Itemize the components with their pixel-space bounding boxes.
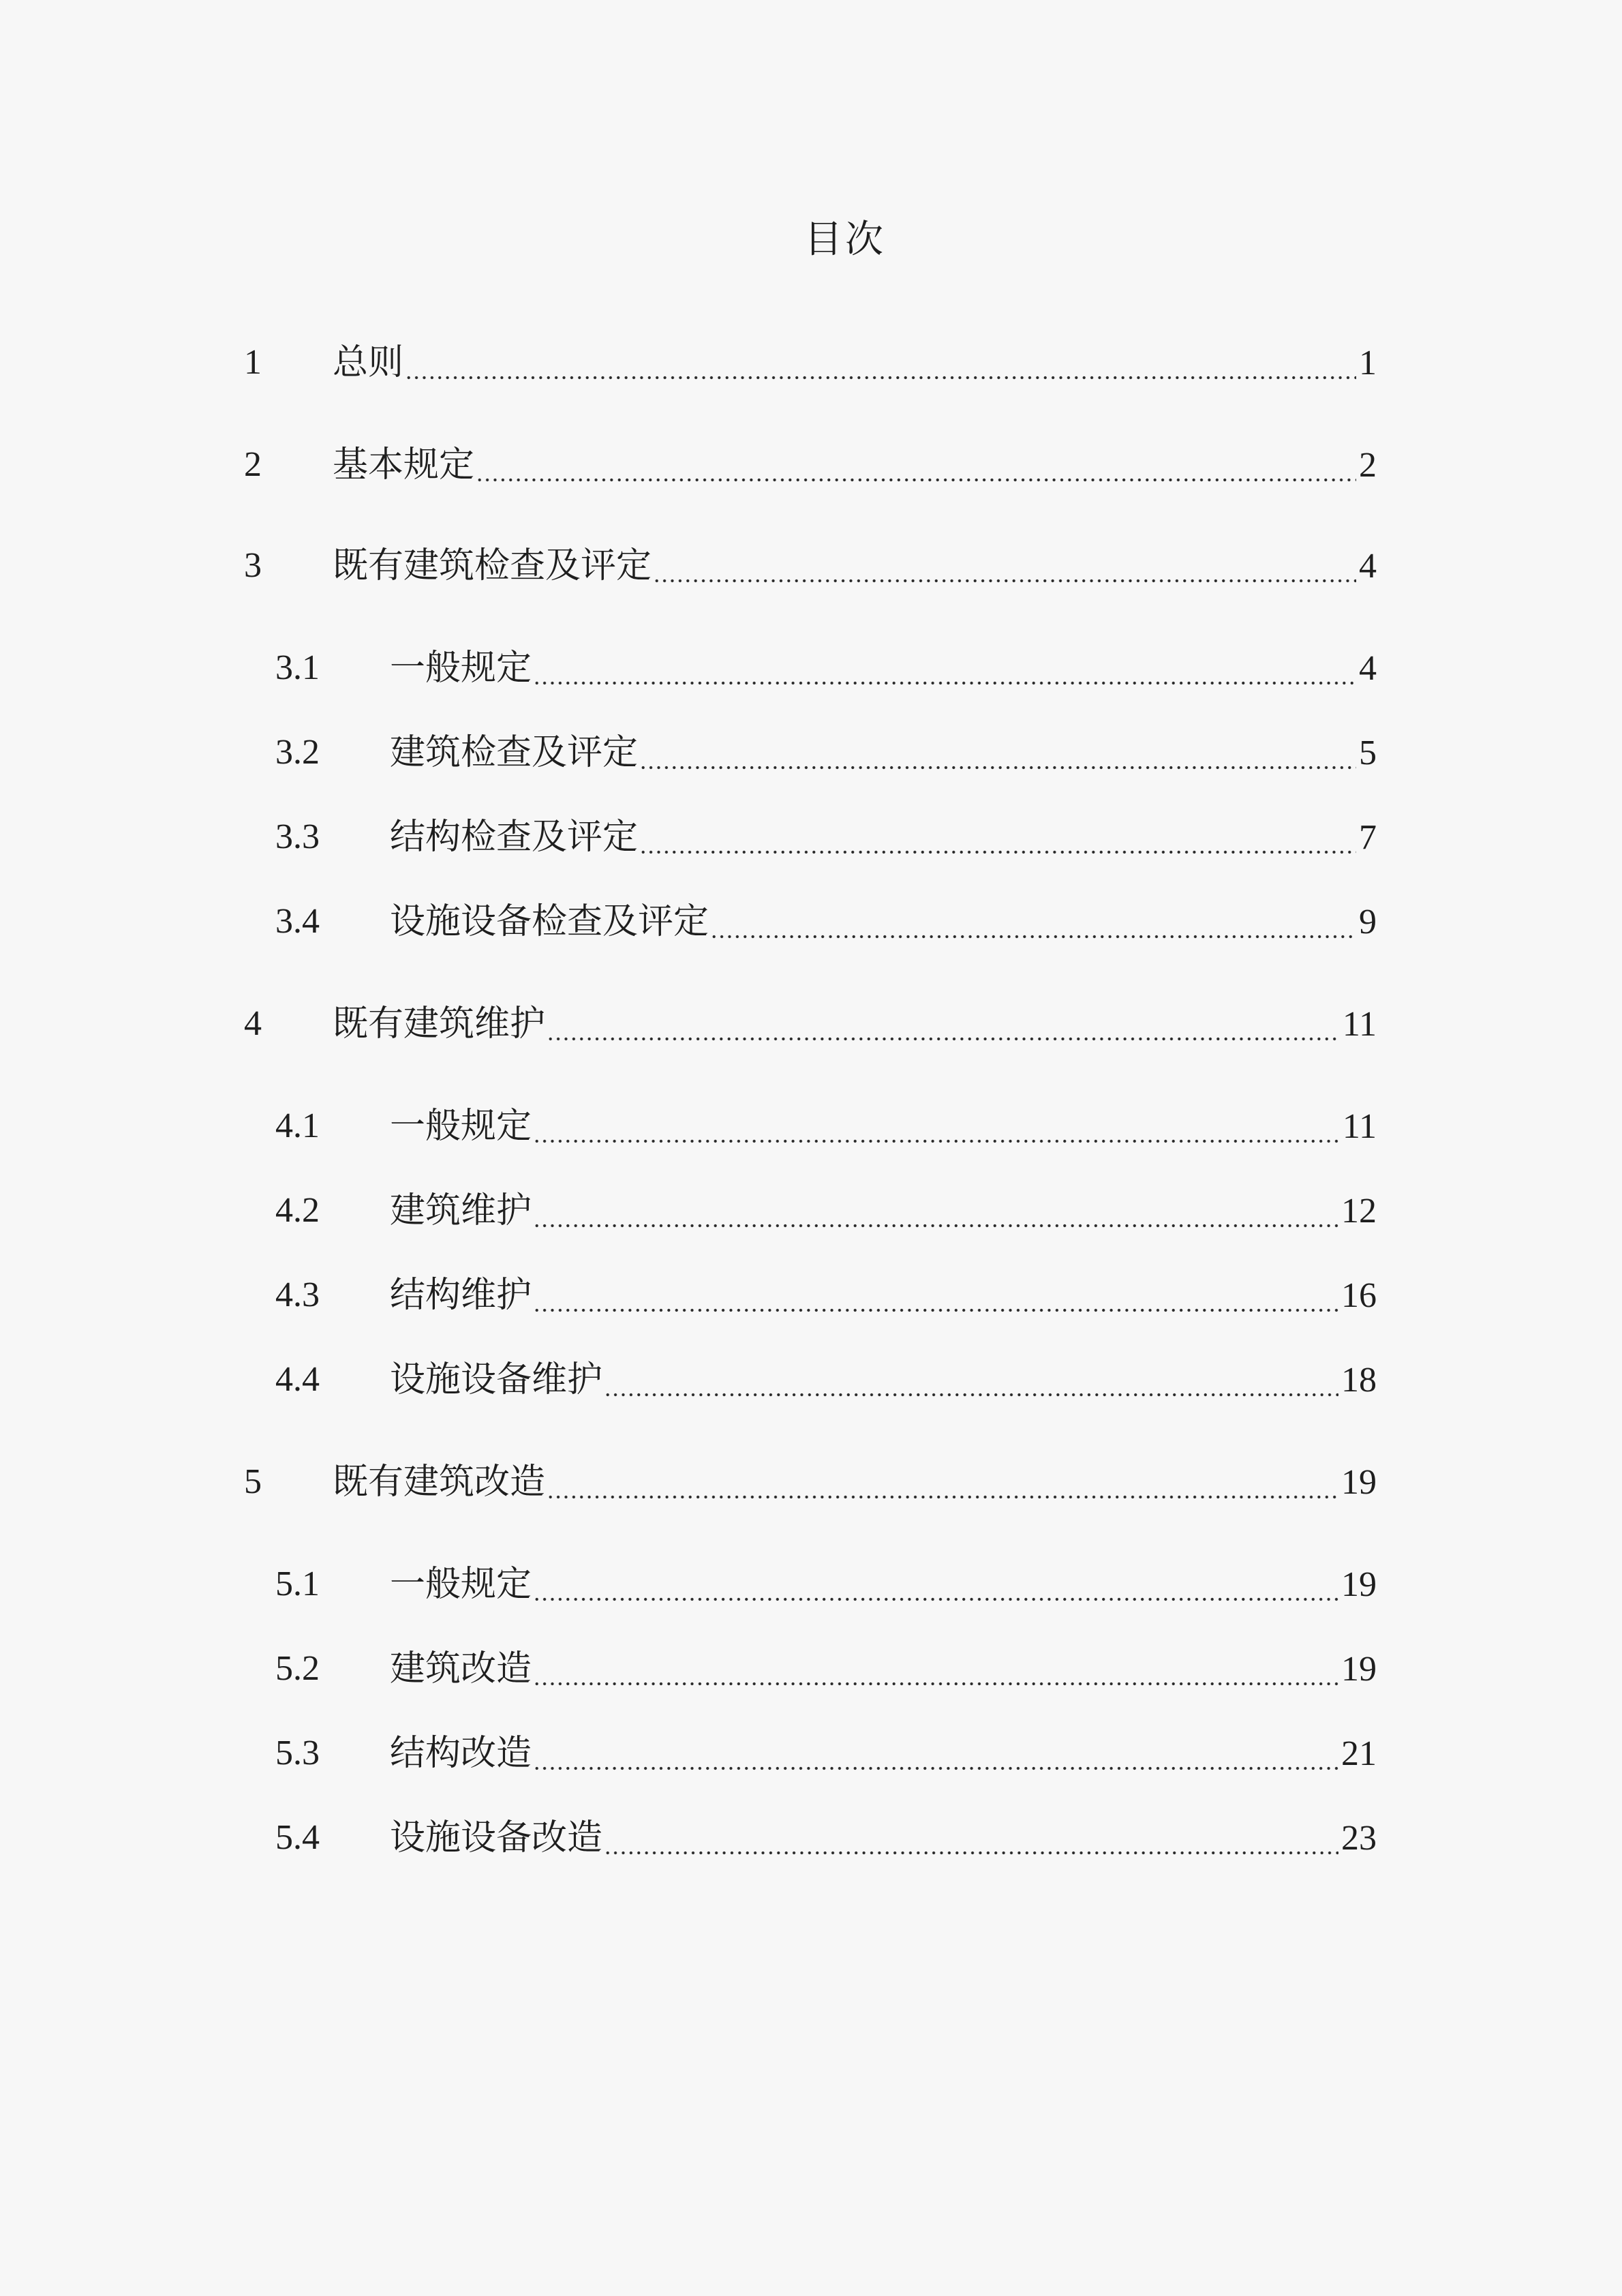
page-title: 目次 (804, 217, 886, 262)
toc-entry-page: 11 (1342, 1005, 1377, 1044)
toc-entry-3-2[interactable] (275, 725, 1377, 780)
toc-entry-page: 4 (1359, 547, 1377, 586)
toc-entry-page: 19 (1341, 1463, 1377, 1502)
toc-entry-number: 3.3 (275, 817, 320, 856)
dot-leader (533, 1183, 1338, 1238)
toc-entry-number: 5.3 (275, 1734, 320, 1772)
toc-entry-4-3[interactable] (275, 1268, 1377, 1323)
dot-leader (533, 1642, 1338, 1696)
dot-leader (604, 1353, 1338, 1407)
toc-entry-4-1[interactable] (275, 1099, 1377, 1153)
toc-entry-number: 3.2 (275, 733, 320, 772)
toc-entry-title: 设施设备维护 (390, 1359, 603, 1400)
toc-entry-page: 12 (1341, 1192, 1377, 1230)
toc-entry-number: 3.4 (275, 902, 320, 941)
dot-leader (604, 1811, 1338, 1865)
toc-entry-number: 3.1 (275, 648, 320, 687)
toc-entry-title: 既有建筑维护 (333, 1003, 546, 1044)
dot-leader (533, 1557, 1338, 1612)
toc-entry-page: 11 (1342, 1107, 1377, 1146)
toc-entry-3-3[interactable] (275, 810, 1377, 864)
toc-entry-page: 23 (1341, 1819, 1377, 1858)
toc-entry-page: 5 (1359, 734, 1377, 772)
toc-entry-page: 18 (1341, 1361, 1377, 1400)
toc-entry-number: 3 (244, 546, 262, 585)
toc-entry-2[interactable] (244, 438, 1377, 492)
dot-leader (533, 1726, 1338, 1781)
toc-entry-5[interactable] (244, 1455, 1377, 1509)
toc-entry-number: 5.1 (275, 1565, 320, 1603)
toc-entry-4-2[interactable] (275, 1183, 1377, 1238)
toc-entry-page: 2 (1359, 446, 1377, 485)
dot-leader (533, 641, 1356, 695)
toc-entry-number: 4 (244, 1004, 262, 1043)
toc-entry-4[interactable] (244, 997, 1377, 1051)
toc-entry-number: 2 (244, 445, 262, 484)
toc-entry-title: 一般规定 (390, 1106, 532, 1147)
toc-entry-page: 4 (1359, 649, 1377, 688)
dot-leader (653, 539, 1356, 593)
dot-leader (405, 335, 1356, 390)
dot-leader (547, 997, 1340, 1051)
toc-entry-page: 21 (1341, 1734, 1377, 1773)
toc-entry-number: 5 (244, 1462, 262, 1501)
toc-entry-title: 建筑改造 (390, 1648, 532, 1689)
toc-entry-5-2[interactable] (275, 1642, 1377, 1696)
toc-entry-title: 总则 (333, 342, 404, 383)
toc-entry-number: 4.1 (275, 1106, 320, 1145)
toc-entry-3[interactable] (244, 539, 1377, 593)
toc-entry-title: 结构维护 (390, 1275, 532, 1316)
toc-entry-number: 4.2 (275, 1191, 320, 1230)
toc-entry-number: 5.4 (275, 1818, 320, 1857)
dot-leader (639, 725, 1356, 780)
toc-entry-title: 结构检查及评定 (390, 817, 639, 858)
toc-entry-3-4[interactable] (275, 894, 1377, 949)
toc-entry-title: 一般规定 (390, 648, 532, 689)
toc-entry-title: 结构改造 (390, 1733, 532, 1774)
toc-entry-title: 设施设备改造 (390, 1817, 603, 1858)
toc-entry-title: 基本规定 (333, 444, 475, 485)
toc-entry-number: 5.2 (275, 1649, 320, 1688)
toc-entry-number: 1 (244, 343, 262, 382)
dot-leader (547, 1455, 1338, 1509)
dot-leader (533, 1268, 1338, 1323)
toc-entry-page: 7 (1359, 818, 1377, 857)
toc-entry-number: 4.3 (275, 1275, 320, 1314)
toc-entry-number: 4.4 (275, 1360, 320, 1399)
toc-entry-title: 既有建筑检查及评定 (333, 545, 652, 586)
toc-entry-page: 16 (1341, 1276, 1377, 1315)
toc-entry-title: 建筑检查及评定 (390, 732, 639, 773)
toc-entry-1[interactable] (244, 335, 1377, 390)
dot-leader (476, 438, 1356, 492)
toc-entry-4-4[interactable] (275, 1353, 1377, 1407)
toc-entry-title: 既有建筑改造 (333, 1462, 546, 1502)
dot-leader (533, 1099, 1340, 1153)
toc-entry-title: 设施设备检查及评定 (390, 901, 709, 942)
toc-entry-page: 19 (1341, 1565, 1377, 1604)
toc-entry-page: 19 (1341, 1650, 1377, 1689)
toc-entry-page: 1 (1359, 344, 1377, 382)
dot-leader (710, 894, 1356, 949)
toc-entry-5-1[interactable] (275, 1557, 1377, 1612)
toc-entry-page: 9 (1359, 903, 1377, 941)
dot-leader (639, 810, 1356, 864)
toc-entry-5-3[interactable] (275, 1726, 1377, 1781)
toc-entry-5-4[interactable] (275, 1811, 1377, 1865)
toc-entry-title: 一般规定 (390, 1564, 532, 1605)
toc-entry-3-1[interactable] (275, 641, 1377, 695)
toc-entry-title: 建筑维护 (390, 1190, 532, 1231)
